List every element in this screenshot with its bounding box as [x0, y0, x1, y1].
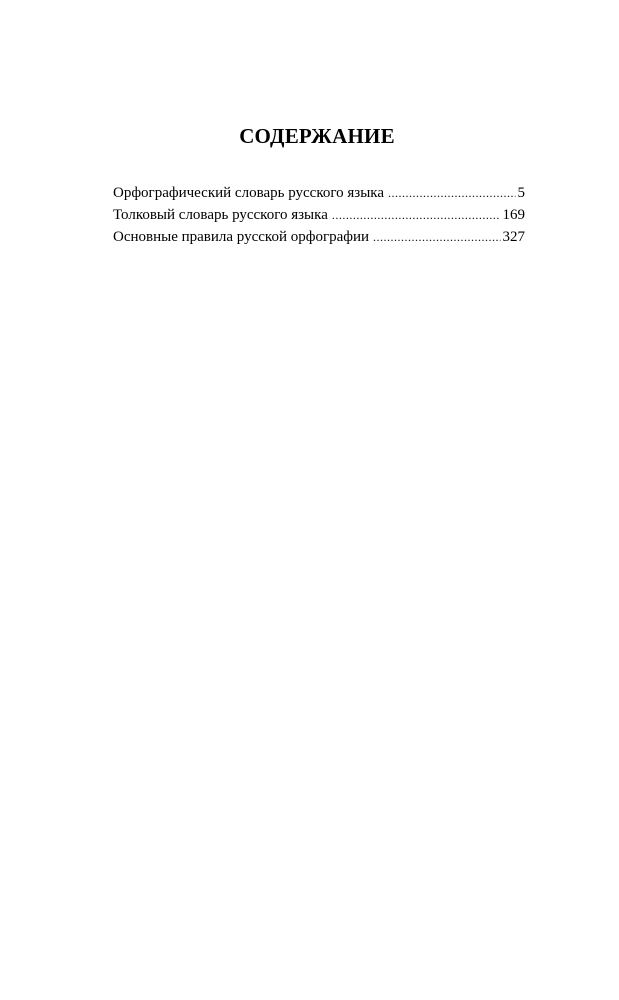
- toc-page-number: 5: [517, 185, 525, 201]
- toc-heading: СОДЕРЖАНИЕ: [239, 124, 395, 148]
- dot-leader: [373, 226, 500, 248]
- table-of-contents: [113, 182, 525, 248]
- toc-entry-title: Толковый словарь русского языка: [113, 207, 328, 223]
- toc-entry-title: Основные правила русской орфографии: [113, 229, 370, 245]
- toc-entry-title: Орфографический словарь русского языка: [113, 185, 385, 201]
- dot-leader: [388, 182, 515, 204]
- toc-entry: [113, 226, 525, 248]
- toc-page-number: 327: [502, 229, 525, 245]
- dot-leader: [332, 204, 501, 226]
- toc-entry: [113, 182, 525, 204]
- toc-entry: [113, 204, 525, 226]
- toc-page-number: 169: [502, 207, 525, 223]
